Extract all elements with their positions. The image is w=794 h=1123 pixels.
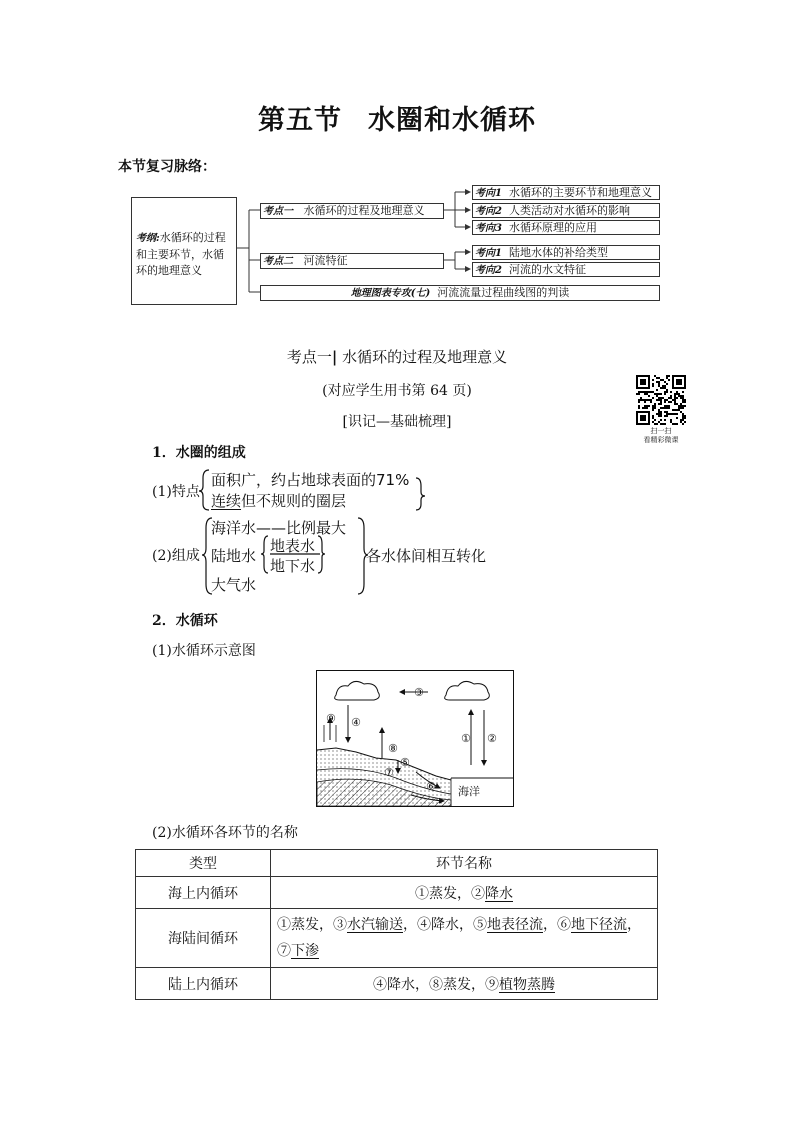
direction-tag: 考向2 xyxy=(475,206,502,217)
underlined-term: 植物蒸腾 xyxy=(499,976,555,993)
title-part2: 水圈和水循环 xyxy=(368,105,536,136)
point-tag-1: 考点一 xyxy=(263,206,293,217)
underlined-term: 降水 xyxy=(485,885,513,902)
feature-line1: 面积广，约占地球表面的71% xyxy=(211,471,410,489)
section2-heading: 2．水循环 xyxy=(152,613,218,629)
special-text: 河流流量过程曲线图的判读 xyxy=(437,286,570,299)
direction-text: 河流的水文特征 xyxy=(508,263,586,276)
names-label: (2)水循环各环节的名称 xyxy=(152,825,298,841)
text-part: ，⑦ xyxy=(277,917,641,959)
kp1-label: 考点一 xyxy=(286,348,332,366)
land-water: 陆地水 xyxy=(211,547,257,565)
page-reference: (对应学生用书第 64 页) xyxy=(322,383,472,399)
row-type: 海陆间循环 xyxy=(136,909,271,968)
marker-6: ⑥ xyxy=(426,780,436,793)
direction-tag: 考向1 xyxy=(475,248,502,259)
table-row xyxy=(136,877,658,909)
feature-continuous: 连续 xyxy=(211,492,242,510)
title-part1: 第五节 xyxy=(258,105,342,136)
water-cycle-diagram xyxy=(316,670,514,807)
section1-heading: 1．水圈的组成 xyxy=(152,445,246,461)
row-names xyxy=(271,877,658,909)
feature-label: (1)特点 xyxy=(152,484,200,500)
syllabus-tag: 考纲: xyxy=(136,233,160,244)
marker-8: ⑧ xyxy=(388,742,398,755)
marker-5: ⑤ xyxy=(400,756,410,769)
direction-text: 水循环原理的应用 xyxy=(508,221,597,234)
direction-text: 陆地水体的补给类型 xyxy=(508,246,608,259)
point-tag-2: 考点二 xyxy=(263,256,293,267)
text-part: ，⑥ xyxy=(543,917,571,933)
text-part: ①蒸发，③ xyxy=(277,917,347,933)
row-type: 陆上内循环 xyxy=(136,968,271,1000)
kp1-text: 水循环的过程及地理意义 xyxy=(342,348,508,366)
underlined-term: 地下径流 xyxy=(571,917,627,933)
surface-water: 地表水 xyxy=(270,537,316,555)
header-names: 环节名称 xyxy=(271,850,658,877)
kp1-bar: | xyxy=(331,348,338,366)
direction-tag: 考向1 xyxy=(475,188,502,199)
ocean-water-note: ——比例最大 xyxy=(256,519,347,537)
qr-caption-line1: 扫一扫 xyxy=(650,427,672,435)
syllabus-text: 水循环的过程和主要环节，水循环的地理意义 xyxy=(136,231,226,277)
review-label: 本节复习脉络： xyxy=(118,159,216,175)
diagram-label: (1)水循环示意图 xyxy=(152,643,256,659)
cycle-table xyxy=(135,849,658,1000)
marker-7: ⑦ xyxy=(384,766,394,779)
mutual-conversion: 各水体间相互转化 xyxy=(366,547,487,565)
qr-caption-line2: 看精彩微课 xyxy=(643,436,679,444)
text-part: ④降水，⑧蒸发，⑨ xyxy=(373,976,499,993)
marker-4: ④ xyxy=(351,716,361,729)
ground-water: 地下水 xyxy=(270,557,316,575)
underlined-term: 地表径流 xyxy=(487,917,543,933)
text-part: ①蒸发，② xyxy=(415,885,485,902)
ocean-label: 海洋 xyxy=(458,785,480,798)
direction-text: 人类活动对水循环的影响 xyxy=(508,204,630,217)
ocean-water-label: 海洋水 xyxy=(211,519,257,537)
table-header-row xyxy=(136,850,658,877)
special-tag: 地理图表专攻(七) xyxy=(350,288,431,299)
row-type: 海上内循环 xyxy=(136,877,271,909)
marker-3: ③ xyxy=(414,686,424,699)
header-type: 类型 xyxy=(136,850,271,877)
marker-9: ⑨ xyxy=(326,712,336,725)
point-text-1: 水循环的过程及地理意义 xyxy=(303,204,425,217)
table-row xyxy=(136,968,658,1000)
direction-text: 水循环的主要环节和地理意义 xyxy=(508,186,652,199)
air-water: 大气水 xyxy=(211,576,257,594)
table-row xyxy=(136,909,658,968)
point-text-2: 河流特征 xyxy=(303,254,348,267)
marker-1: ① xyxy=(461,732,471,745)
feature-line2 xyxy=(211,490,346,511)
row-names xyxy=(271,909,658,968)
text-part: ，④降水，⑤ xyxy=(403,917,487,933)
direction-tag: 考向3 xyxy=(475,223,502,234)
underlined-term: 水汽输送 xyxy=(347,917,403,933)
direction-tag: 考向2 xyxy=(475,265,502,276)
section-tag: [识记—基础梳理] xyxy=(342,414,452,430)
feature-irregular: 但不规则的圈层 xyxy=(241,492,347,510)
marker-2: ② xyxy=(487,732,497,745)
composition-label: (2)组成 xyxy=(152,548,200,564)
underlined-term: 下渗 xyxy=(291,943,319,959)
row-names xyxy=(271,968,658,1000)
